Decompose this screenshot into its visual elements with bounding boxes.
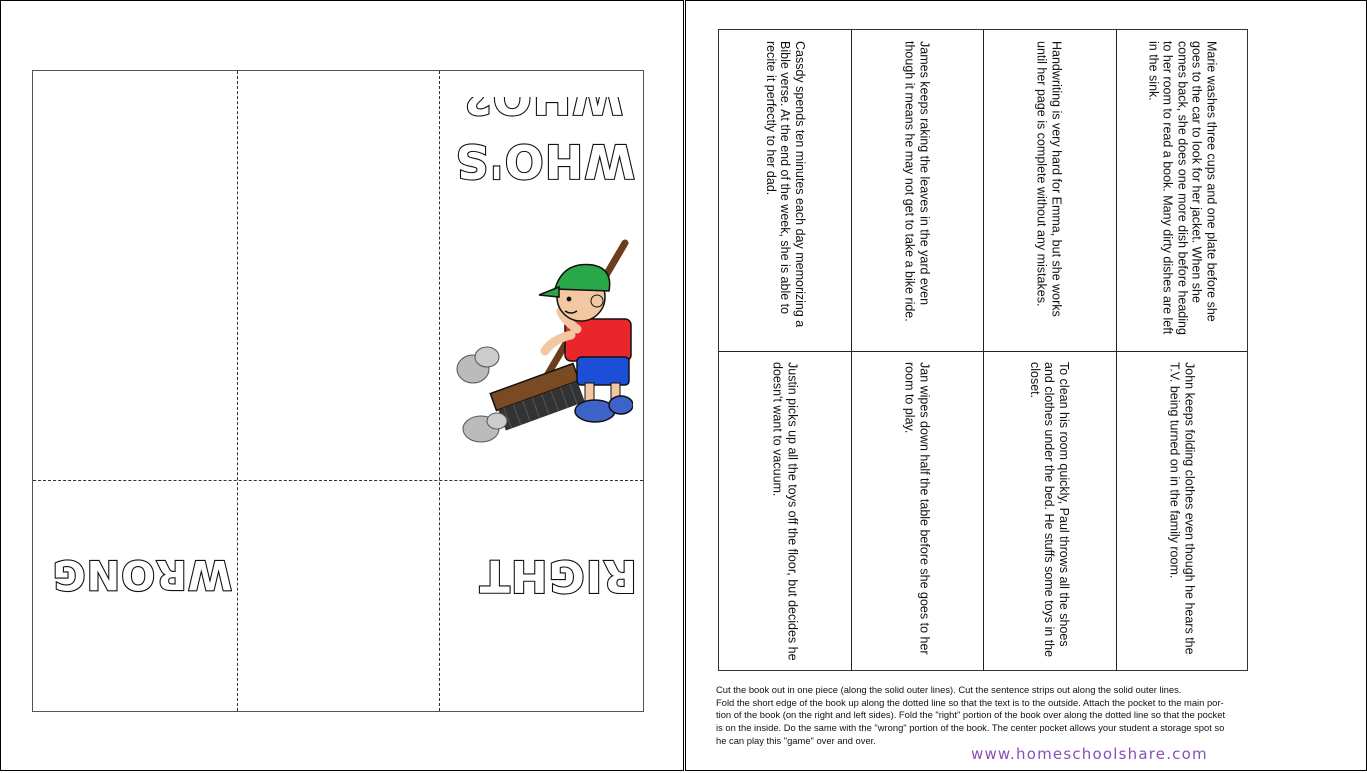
- right-label-svg: [447, 541, 637, 611]
- instruction-line: Fold the short edge of the book up along the dotted line so that the text is to the outside. Attach the pocket to the main por-: [716, 696, 1224, 708]
- title-svg: [447, 97, 647, 227]
- strip-cell: [983, 351, 1115, 672]
- strip-cell: [851, 351, 983, 672]
- strip-cell: [1116, 351, 1248, 672]
- strip-cell: [719, 30, 851, 351]
- website-link[interactable]: www.homeschoolshare.com: [971, 745, 1208, 763]
- strip-text-justin: Justin picks up all the toys off the floor, but decides he doesn't want to vacuum.: [771, 361, 800, 661]
- boy-sweeping-icon: [453, 239, 633, 454]
- strip-text-jan: Jan wipes down half the table before she goes to her room to play.: [903, 361, 932, 655]
- strip-text-marie: Marie washes three cups and one plate before she goes to the car to look for her jacket. When she comes back, she does one more dish before heading to her room to read a book. Many dirty dishes are left in the sink.: [1146, 40, 1219, 335]
- strip-cell: [851, 30, 983, 351]
- wrong-label: [37, 541, 232, 616]
- title-line-1: WHO'S: [454, 134, 635, 188]
- fold-line-vertical-1: [237, 71, 238, 711]
- strip-text-james: James keeps raking the leaves in the yard even though it means he may not get to take a bike ride.: [903, 40, 932, 322]
- sentence-strips: [718, 29, 1248, 671]
- strip-text-cassdy: Cassdy spends ten minutes each day memorizing a Bible verse. At the end of the week, she is able to recite it perfectly to her dad.: [763, 40, 807, 327]
- strip-cell: [719, 351, 851, 672]
- wrong-label-svg: [37, 541, 232, 611]
- strip-cell: [983, 30, 1115, 351]
- left-page: [0, 0, 684, 771]
- strip-text-john: John keeps folding clothes even though he hears the T.V. being turned on in the family room.: [1168, 361, 1197, 655]
- strip-text-handwriting: Handwriting is very hard for Emma, but she works until her page is complete without any mistakes.: [1035, 40, 1064, 317]
- right-label: [447, 541, 637, 616]
- fold-line-horizontal: [33, 480, 643, 481]
- instruction-line: he can play this "game" over and over.: [716, 734, 876, 746]
- title-line-2: WHO?: [463, 97, 623, 124]
- instruction-line: is on the inside. Do the same with the "wrong" portion of the book. The center pocket allows your student a storage spot so: [716, 722, 1225, 734]
- right-page: [685, 0, 1367, 771]
- strip-text-paul: To clean his room quickly, Paul throws all the shoes and clothes under the bed. He stuffs some toys in the closet.: [1027, 361, 1071, 657]
- strip-cell: [1116, 30, 1248, 351]
- instruction-line: tion of the book (on the right and left sides). Fold the "right" portion of the book over along the dotted line so that the pocket: [716, 709, 1226, 721]
- instructions: [716, 684, 1356, 748]
- book-title: [447, 97, 647, 227]
- wrong-label-text: WRONG: [51, 551, 232, 597]
- right-label-text: RIGHT: [478, 550, 637, 601]
- instruction-line: Cut the book out in one piece (along the solid outer lines). Cut the sentence strips out along the solid outer lines.: [716, 684, 1182, 695]
- fold-line-vertical-2: [439, 71, 440, 711]
